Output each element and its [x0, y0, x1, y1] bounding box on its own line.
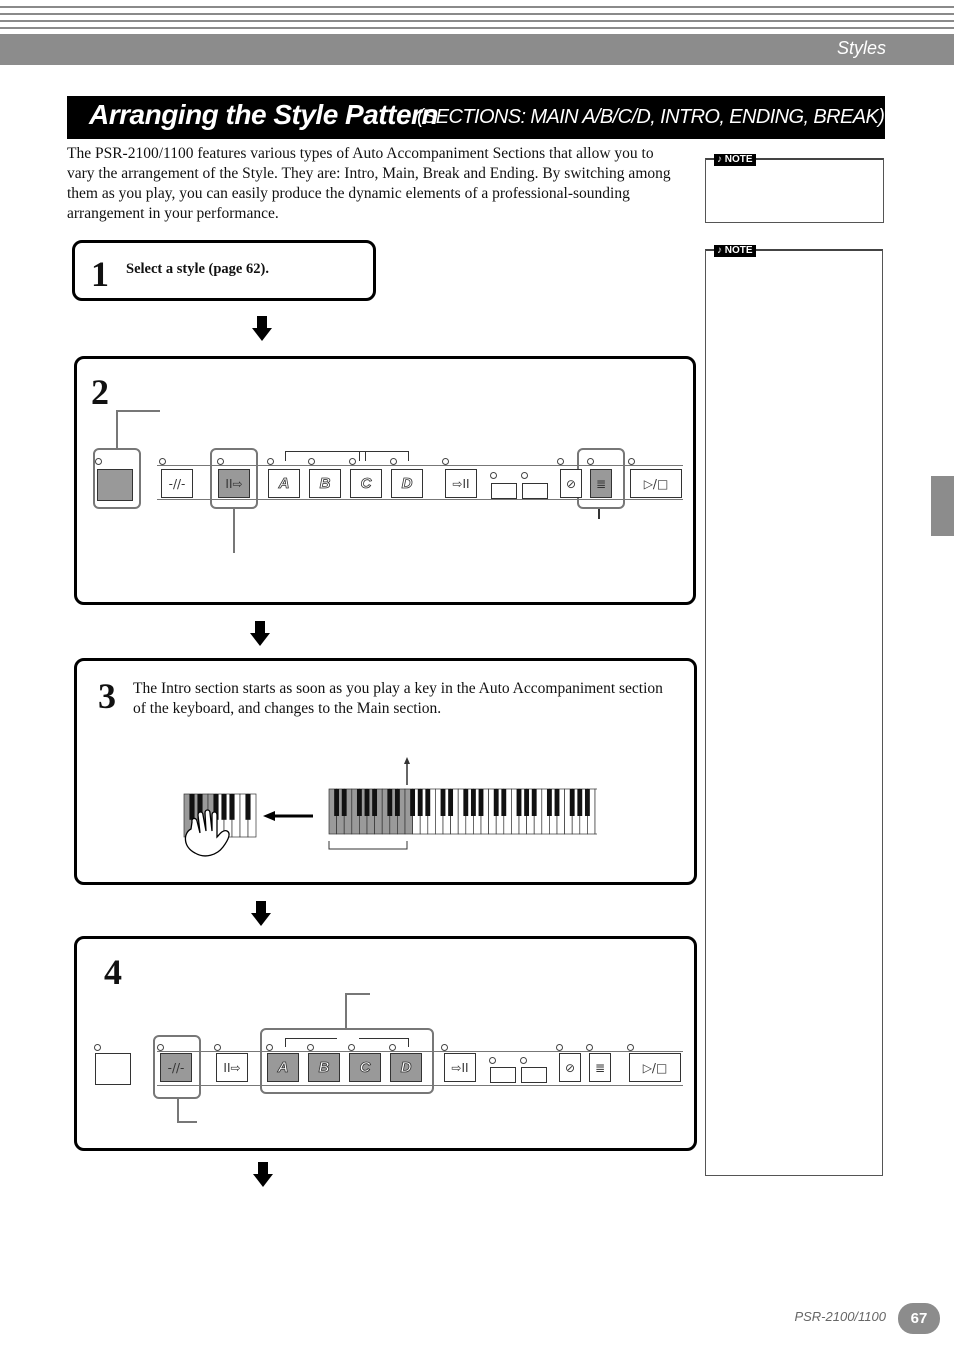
- fade-button-2[interactable]: [522, 483, 548, 499]
- note-box-1: [705, 154, 884, 223]
- main-c-button[interactable]: C: [350, 469, 382, 498]
- step-number: 1: [91, 254, 109, 294]
- header-rule-lines: [0, 0, 954, 32]
- down-arrow: [251, 901, 271, 927]
- step-1-box: [72, 240, 376, 301]
- break-button[interactable]: -//-: [160, 1053, 192, 1082]
- step-text: The Intro section starts as soon as you play a key in the Auto Accompaniment section of the keyboard, and changes to the Main section.: [133, 680, 663, 717]
- page-title: Arranging the Style Pattern: [89, 99, 439, 130]
- sync-start-button[interactable]: ≣: [590, 469, 612, 498]
- ending-button[interactable]: ⇨II: [444, 1053, 476, 1082]
- intro-paragraph: The PSR-2100/1100 features various types of Auto Accompaniment Sections that allow you to vary the arrangement of the Style. They are: Intro, Main, Break and Ending. By switching among them as you play, you can easily produce the dynamic elements of a professional-sounding arrangement in your performance.: [67, 145, 671, 222]
- down-arrow: [252, 316, 272, 342]
- start-stop-button[interactable]: ▷/□: [630, 469, 682, 498]
- main-b-button[interactable]: B: [308, 1053, 340, 1082]
- main-b-button[interactable]: B: [309, 469, 341, 498]
- note-tag: ♪ NOTE: [714, 245, 756, 257]
- step-2-box: [74, 356, 696, 605]
- fade-button-1[interactable]: [490, 1067, 516, 1083]
- page-title-bar: [67, 96, 885, 139]
- fade-button-1[interactable]: [491, 483, 517, 499]
- chapter-tab: [931, 476, 954, 536]
- main-d-button[interactable]: D: [391, 469, 423, 498]
- page-number: 67: [898, 1303, 940, 1334]
- note-tag: ♪ NOTE: [714, 154, 756, 166]
- header-band: [0, 34, 954, 65]
- start-stop-button[interactable]: ▷/□: [629, 1053, 681, 1082]
- fade-button-2[interactable]: [521, 1067, 547, 1083]
- sync-start-button[interactable]: ≣: [589, 1053, 611, 1082]
- ending-button[interactable]: ⇨II: [445, 469, 477, 498]
- step-3-box: [74, 658, 697, 885]
- step-number: 4: [104, 952, 122, 992]
- intro-button[interactable]: II⇨: [216, 1053, 248, 1082]
- main-d-button[interactable]: D: [390, 1053, 422, 1082]
- section-title: Styles: [836, 38, 886, 58]
- step-number: 2: [91, 372, 109, 412]
- intro-button[interactable]: II⇨: [218, 469, 250, 498]
- keyboard-diagram: [177, 751, 597, 881]
- step-text: Select a style (page 62).: [126, 261, 269, 277]
- step-4-box: [74, 936, 697, 1151]
- footer-model-name: PSR-2100/1100: [794, 1309, 886, 1324]
- main-c-button[interactable]: C: [349, 1053, 381, 1082]
- acmp-on-off-button[interactable]: [97, 469, 133, 501]
- acmp-on-off-button[interactable]: [95, 1053, 131, 1085]
- sync-stop-button[interactable]: ⊘: [559, 1053, 581, 1082]
- sync-stop-button[interactable]: ⊘: [560, 469, 582, 498]
- down-arrow: [250, 621, 270, 647]
- break-button[interactable]: -//-: [161, 469, 193, 498]
- page-subtitle: (SECTIONS: MAIN A/B/C/D, INTRO, ENDING, BREAK): [417, 106, 885, 128]
- main-a-button[interactable]: A: [268, 469, 300, 498]
- step-number: 3: [98, 676, 116, 716]
- main-a-button[interactable]: A: [267, 1053, 299, 1082]
- down-arrow: [253, 1162, 273, 1188]
- note-box-2: [705, 245, 883, 1176]
